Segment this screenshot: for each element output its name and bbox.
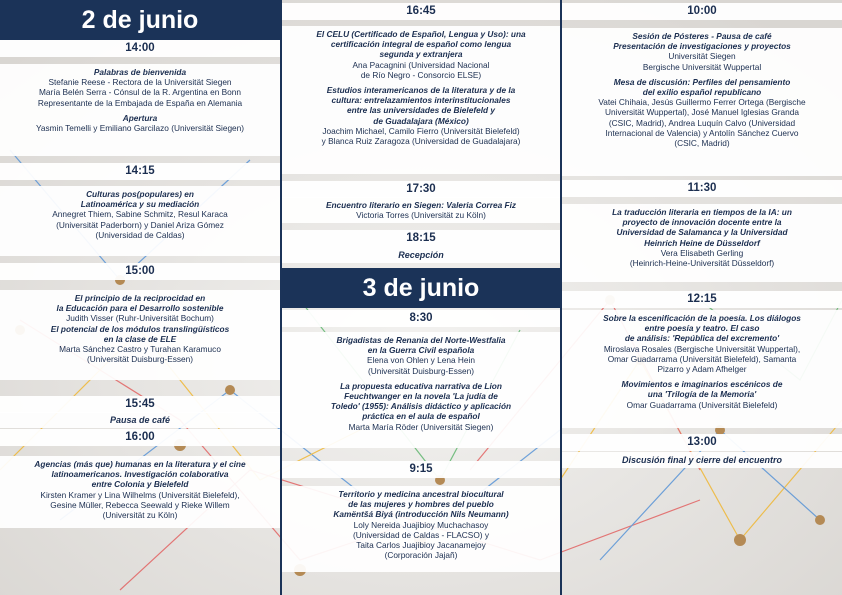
- speaker-line: de Río Negro - Consorcio ELSE): [360, 69, 482, 80]
- time-0915: 9:15: [282, 461, 560, 478]
- session-title: segunda y extranjera: [379, 49, 463, 60]
- time-1645: 16:45: [282, 3, 560, 20]
- day1-column: [0, 0, 280, 595]
- session-title: Territorio y medicina ancestral biocultural: [338, 489, 504, 499]
- session-title: Apertura: [122, 112, 158, 123]
- speaker-line: (Heinrich-Heine-Universität Düsseldorf): [629, 258, 775, 269]
- session-title: entre Colonia y Bielefeld: [91, 479, 189, 490]
- speaker-line: (Universidad de Caldas): [95, 229, 185, 240]
- speaker-line: Annegret Thiem, Sabine Schmitz, Resul Karaca: [52, 209, 228, 220]
- session-title: Latinoamérica y su mediación: [80, 199, 200, 210]
- time-1730: 17:30: [282, 181, 560, 198]
- speaker-line: Pizarro y Adam Afhelger: [657, 364, 747, 375]
- speaker-line: Gesine Müller, Rebecca Seewald y Rieke Willem: [50, 499, 230, 510]
- speaker-line: Omar Guadarrama (Universität Bielefeld), Samanta: [607, 353, 797, 364]
- time-1400: 14:00: [0, 40, 280, 57]
- session-title: Kamëntšá Biyá (introducción Nils Neumann): [333, 509, 509, 520]
- time-0830: 8:30: [282, 310, 560, 327]
- speaker-line: Victoria Torres (Universität zu Köln): [356, 210, 486, 221]
- session-title: Agencias (más que) humanas en la literatura y el cine: [34, 459, 246, 469]
- session-title: entre poesía y teatro. El caso: [644, 323, 760, 334]
- session-title: Estudios interamericanos de la literatura y de la: [326, 85, 516, 96]
- session-title: Encuentro literario en Siegen: Valeria Correa Fiz: [325, 200, 517, 210]
- session-title: Brigadistas de Renania del Norte-Westfalia: [336, 335, 506, 345]
- session-1500: [0, 290, 280, 380]
- speaker-line: Yasmin Temelli y Emiliano Garcilazo (Universität Siegen): [35, 123, 245, 134]
- session-1000: [562, 28, 842, 176]
- session-title: La traducción literaria en tiempos de la IA: un: [612, 207, 792, 217]
- speaker-line: Universität Wuppertal), José Manuel Iglesias Granda: [605, 107, 799, 118]
- speaker-line: (Universidad de Caldas - FLACSO) y: [352, 529, 490, 540]
- speaker-line: Elena von Ohlen y Lena Hein: [367, 355, 475, 366]
- session-title: cultura: entrelazamientos interinstitucionales: [331, 95, 511, 106]
- session-title: El potencial de los módulos translingüísticos: [50, 323, 230, 334]
- speaker-line: (Universität zu Köln): [102, 510, 178, 521]
- speaker-line: Bergische Universität Wuppertal: [642, 61, 762, 72]
- closing-discussion: Discusión final y cierre del encuentro: [562, 452, 842, 468]
- speaker-line: (Universität Paderborn) y Daniel Ariza Gómez: [56, 219, 224, 230]
- time-1130: 11:30: [562, 180, 842, 197]
- time-1415: 14:15: [0, 163, 280, 180]
- session-title: entre las universidades de Bielefeld y: [346, 105, 496, 116]
- session-1215: [562, 310, 842, 428]
- session-title: latinoamericanos. Investigación colaborativa: [51, 469, 229, 480]
- speaker-line: María Belén Serra - Cónsul de la R. Argentina en Bonn: [38, 87, 241, 98]
- time-1000: 10:00: [562, 3, 842, 20]
- speaker-line: y Blanca Ruiz Zaragoza (Universidad de Guadalajara): [321, 136, 521, 147]
- speaker-line: Universität Siegen: [668, 51, 736, 62]
- speaker-line: Kirsten Kramer y Lina Wilhelms (Universität Bielefeld),: [40, 489, 240, 500]
- speaker-line: Miroslava Rosales (Bergische Universität Wuppertal),: [603, 343, 801, 354]
- day2-banner: 3 de junio: [282, 268, 560, 308]
- session-title: El principio de la reciprocidad en: [74, 293, 206, 303]
- session-title: La propuesta educativa narrativa de Lion: [340, 380, 502, 391]
- right-column: [562, 0, 842, 595]
- speaker-line: (Universität Duisburg-Essen): [86, 354, 194, 365]
- speaker-line: Ana Pacagnini (Universidad Nacional: [352, 59, 490, 70]
- speaker-line: (Universität Duisburg-Essen): [367, 365, 475, 376]
- session-title: Toledo' (1955): Análisis didáctico y aplicación: [330, 401, 512, 412]
- session-1730: [282, 197, 560, 223]
- session-title: en la Guerra Civil española: [367, 345, 475, 356]
- session-title: Universidad de Salamanca y la Universidad: [616, 227, 788, 238]
- session-title: Heinrich Heine de Düsseldorf: [644, 237, 760, 248]
- time-1600: 16:00: [0, 429, 280, 446]
- speaker-line: Marta María Röder (Universität Siegen): [348, 421, 494, 432]
- session-0915: [282, 486, 560, 572]
- time-1300: 13:00: [562, 434, 842, 451]
- session-1600: [0, 456, 280, 528]
- session-1645: [282, 26, 560, 174]
- middle-column: [282, 0, 560, 595]
- time-1545: 15:45: [0, 396, 280, 413]
- time-1215: 12:15: [562, 291, 842, 308]
- speaker-line: (CSIC, Madrid), Andrea Luquín Calvo (Universidad: [608, 117, 796, 128]
- speaker-line: (CSIC, Madrid): [674, 138, 730, 149]
- session-title: la Educación para el Desarrollo sostenible: [56, 303, 224, 314]
- session-0830: [282, 332, 560, 448]
- session-title: Presentación de investigaciones y proyectos: [613, 41, 791, 52]
- session-title: Mesa de discusión: Perfiles del pensamiento: [613, 76, 791, 87]
- speaker-line: Stefanie Reese - Rectora de la Universität Siegen: [48, 77, 232, 88]
- speaker-line: Loly Nereida Juajibioy Muchachasoy: [353, 519, 489, 530]
- day1-banner: 2 de junio: [0, 0, 280, 40]
- speaker-line: Omar Guadarrama (Universität Bielefeld): [626, 399, 778, 410]
- session-title: certificación integral de español como lengua: [330, 39, 512, 50]
- reception: Recepción: [282, 247, 560, 263]
- session-title: una 'Trilogía de la Memoria': [647, 389, 757, 400]
- session-title: Movimientos e imaginarios escénicos de: [621, 379, 783, 390]
- session-title: proyecto de innovación docente entre la: [622, 217, 782, 228]
- session-title: del exilio español republicano: [642, 87, 762, 98]
- speaker-line: Marta Sánchez Castro y Turahan Karamuco: [59, 344, 221, 355]
- coffee-break: Pausa de café: [0, 412, 280, 428]
- time-1500: 15:00: [0, 263, 280, 280]
- speaker-line: Taita Carlos Juajibioy Jacanamejoy: [356, 540, 486, 551]
- speaker-line: (Corporación Jajañ): [384, 550, 458, 561]
- session-1415: [0, 186, 280, 256]
- speaker-line: Joachim Michael, Camilo Fierro (Universität Bielefeld): [322, 125, 520, 136]
- session-title: de Guadalajara (México): [373, 115, 469, 126]
- session-title: práctica en el aula de español: [362, 411, 480, 422]
- speaker-line: Judith Visser (Ruhr-Universität Bochum): [66, 313, 214, 324]
- time-1815: 18:15: [282, 230, 560, 247]
- session-title: Culturas pos(populares) en: [86, 189, 194, 199]
- session-1400: [0, 64, 280, 156]
- session-title: El CELU (Certificado de Español, Lengua y Uso): una: [316, 29, 526, 39]
- speaker-line: Vatei Chihaia, Jesús Guillermo Ferrer Ortega (Bergische: [598, 97, 806, 108]
- speaker-line: Internacional de Valencia) y Antolín Sánchez Cuervo: [605, 127, 799, 138]
- speaker-line: Vera Elisabeth Gerling: [660, 247, 744, 258]
- session-1130: [562, 204, 842, 282]
- session-title: Palabras de bienvenida: [93, 67, 187, 77]
- session-title: de las mujeres y hombres del pueblo: [348, 499, 494, 510]
- session-title: de análisis: 'República del excremento': [624, 333, 780, 344]
- session-title: Feuchtwanger en la novela 'La judía de: [344, 391, 498, 402]
- speaker-line: Representante de la Embajada de España en Alemania: [37, 97, 243, 108]
- session-title: Sesión de Pósteres - Pausa de café: [632, 31, 772, 41]
- session-title: en la clase de ELE: [103, 333, 177, 344]
- session-title: Sobre la escenificación de la poesía. Los diálogos: [603, 313, 801, 323]
